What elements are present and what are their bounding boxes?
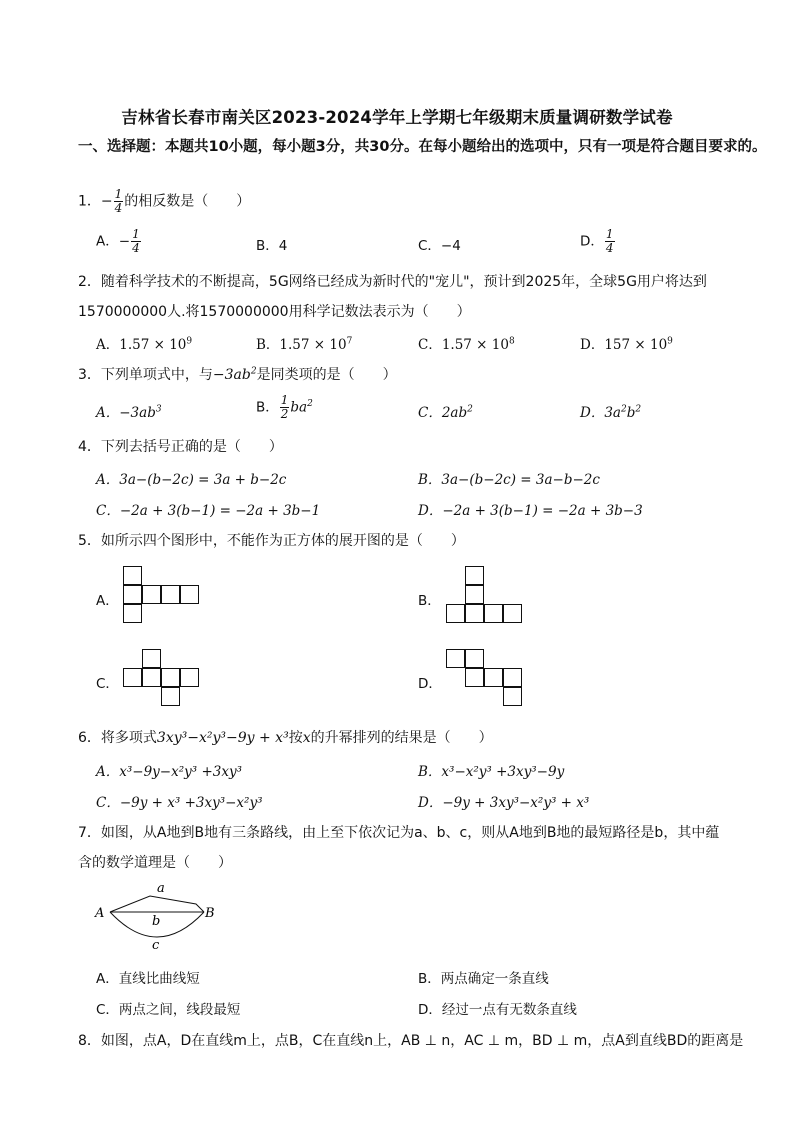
q4-option-c: C．−2a + 3(b−1) = −2a + 3b−1 xyxy=(96,503,321,519)
q3-option-b: B． $\frac{1}{2}$ $ba^2$ xyxy=(256,393,313,421)
q1-stem: 的相反数是（ ） xyxy=(124,193,251,210)
q6-option-a: A．x³−9y−x²y³ +3xy³ xyxy=(96,764,243,780)
q5-option-c-label: C． xyxy=(96,676,119,692)
question-7-line-1: 7．如图，从A地到B地有三条路线，由上至下依次记为a、b、c，则从A地到B地的最短路径是b，其中蕴 xyxy=(78,825,720,841)
question-3: 3．下列单项式中，与$-3ab^2$是同类项的是（ ） xyxy=(78,366,397,383)
q5-option-a-label: A． xyxy=(96,593,119,609)
exam-title: 吉林省长春市南关区2023-2024学年上学期七年级期末质量调研数学试卷 xyxy=(121,108,673,127)
q7-option-c: C．两点之间，线段最短 xyxy=(96,1002,241,1018)
question-2-line-2: 1570000000人.将1570000000用科学记数法表示为（ ） xyxy=(78,304,471,320)
point-b-label: B xyxy=(205,906,215,921)
question-8-line-1: 8．如图，点A，D在直线m上，点B，C在直线n上，AB ⊥ n，AC ⊥ m，BD ⊥ m，点A到直线BD的距离是 xyxy=(78,1033,744,1049)
q6-option-b: B．x³−x²y³ +3xy³−9y xyxy=(418,764,565,780)
q4-option-b: B．3a−(b−2c) = 3a−b−2c xyxy=(418,472,600,488)
question-6: 6．将多项式3xy³−x²y³−9y + x³按x的升幂排列的结果是（ ） xyxy=(78,730,493,746)
route-c-label: c xyxy=(152,938,160,952)
q1-number: 1． xyxy=(78,193,101,210)
q3-option-a: A．$-3ab^3$ xyxy=(96,404,162,421)
q1-fraction: $\frac{1}{4}$ xyxy=(114,187,123,215)
q1-sign: − xyxy=(100,193,113,210)
q3-option-d: D．$3a^2b^2$ xyxy=(580,404,642,421)
point-a-label: A xyxy=(95,906,105,921)
q1-option-b: B．4 xyxy=(256,238,288,254)
q3-option-c: C．$2ab^2$ xyxy=(418,404,473,421)
section-heading: 一、选择题：本题共10小题，每小题3分，共30分。在每小题给出的选项中，只有一项是符合题目要求的。 xyxy=(78,139,767,155)
q1-option-d: D． $\frac{1}{4}$ xyxy=(580,227,614,255)
q5-option-d-label: D． xyxy=(418,676,442,692)
question-1 xyxy=(78,188,250,215)
question-5: 5．如所示四个图形中，不能作为正方体的展开图的是（ ） xyxy=(78,533,465,549)
q2-option-b: B．$1.57 \times 10^7$ xyxy=(256,336,353,353)
q4-option-d: D．−2a + 3(b−1) = −2a + 3b−3 xyxy=(418,503,643,519)
q2-option-c: C．$1.57 \times 10^8$ xyxy=(418,336,515,353)
q6-option-d: D．−9y + 3xy³−x²y³ + x³ xyxy=(418,795,590,811)
question-2-line-1: 2．随着科学技术的不断提高，5G网络已经成为新时代的"宠儿"，预计到2025年，全球5G用户将达到 xyxy=(78,274,707,290)
question-4: 4．下列去括号正确的是（ ） xyxy=(78,439,283,455)
q7-option-b: B．两点确定一条直线 xyxy=(418,971,549,987)
q5-option-b-label: B． xyxy=(418,593,441,609)
route-a-label: a xyxy=(157,881,165,896)
route-diagram xyxy=(92,876,226,952)
q4-option-a: A．3a−(b−2c) = 3a + b−2c xyxy=(96,472,287,488)
q1-option-c: C．−4 xyxy=(418,238,461,254)
q6-option-c: C．−9y + x³ +3xy³−x²y³ xyxy=(96,795,263,811)
q7-option-d: D．经过一点有无数条直线 xyxy=(418,1002,577,1018)
q2-option-d: D．$157 \times 10^9$ xyxy=(580,336,673,353)
route-b-label: b xyxy=(152,914,161,929)
question-7-line-2: 含的数学道理是（ ） xyxy=(78,855,232,871)
q7-option-a: A．直线比曲线短 xyxy=(96,971,200,987)
q2-option-a: A．$1.57 \times 10^9$ xyxy=(96,336,193,353)
q1-option-a: A．− $\frac{1}{4}$ xyxy=(96,227,140,255)
